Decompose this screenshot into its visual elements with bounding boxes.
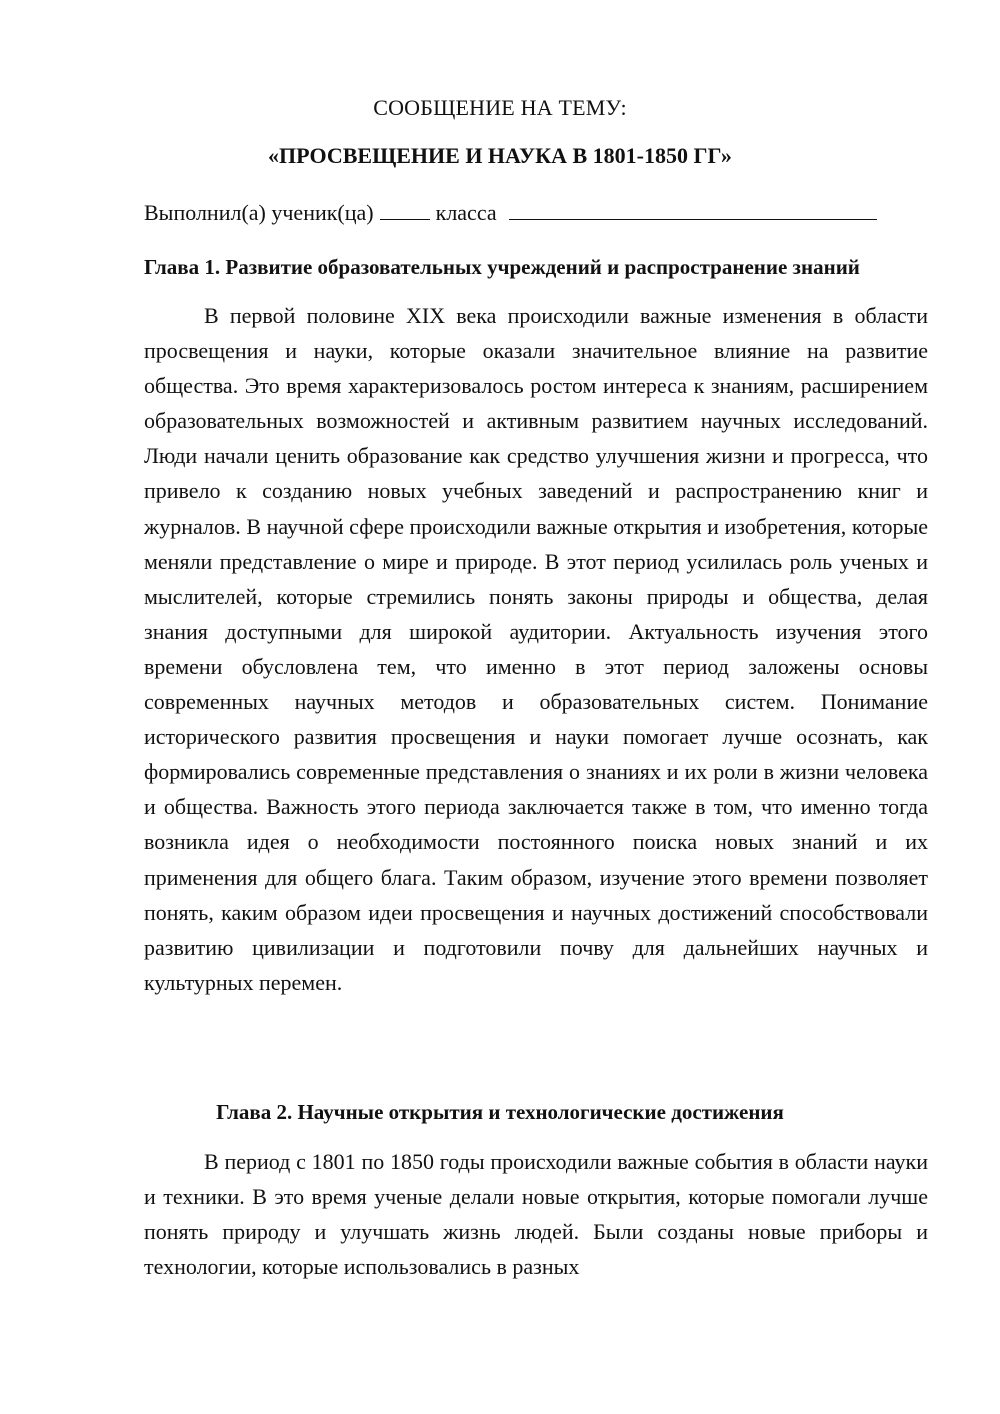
chapter-2-paragraph: В период с 1801 по 1850 годы происходили важные события в области науки и техники. В это время ученые делали новые открытия, которые помогали лучше понять природу и улучшать жизнь людей. Были созданы новые приборы и технологии, которые использовались в разных (144, 1149, 928, 1280)
author-label: Выполнил(а) ученик(ца) (144, 200, 374, 225)
name-blank-field (509, 201, 877, 220)
chapter-1-heading: Глава 1. Развитие образовательных учреждений и распространение знаний (144, 255, 860, 279)
chapter-2-heading: Глава 2. Научные открытия и технологические достижения (216, 1100, 784, 1124)
chapter-1-paragraph: В первой половине XIX века происходили важные изменения в области просвещения и науки, которые оказали значительное влияние на развитие общества. Это время характеризовалось ростом интереса к знаниям, расширением образовательных возможностей и активным развитием научных исследований. Люди начали ценить образование как средство улучшения жизни и прогресса, что привело к созданию новых учебных заведений и распространению книг и журналов. В научной сфере происходили важные открытия и изобретения, которые меняли представление о мире и природе. В этот период усилилась роль ученых и мыслителей, которые стремились понять законы природы и общества, делая знания доступными для широкой аудитории. Актуальность изучения этого времени обусловлена тем, что именно в этот период заложены основы современных научных методов и образовательных систем. Понимание исторического развития просвещения и науки помогает лучше осознать, как формировались современные представления о знаниях и их роли в жизни человека и общества. Важность этого периода заключается также в том, что именно тогда возникла идея о необходимости постоянного поиска новых знаний и их применения для общего блага. Таким образом, изучение этого времени позволяет понять, каким образом идеи просвещения и научных достижений способствовали развитию цивилизации и подготовили почву для дальнейших научных и культурных перемен. (144, 303, 928, 995)
class-label: класса (435, 200, 497, 225)
document-title-line-1: СООБЩЕНИЕ НА ТЕМУ: (373, 95, 627, 120)
document-title-line-2: «ПРОСВЕЩЕНИЕ И НАУКА В 1801-1850 ГГ» (268, 143, 732, 168)
grade-blank-field (380, 201, 430, 220)
author-line (144, 200, 934, 226)
